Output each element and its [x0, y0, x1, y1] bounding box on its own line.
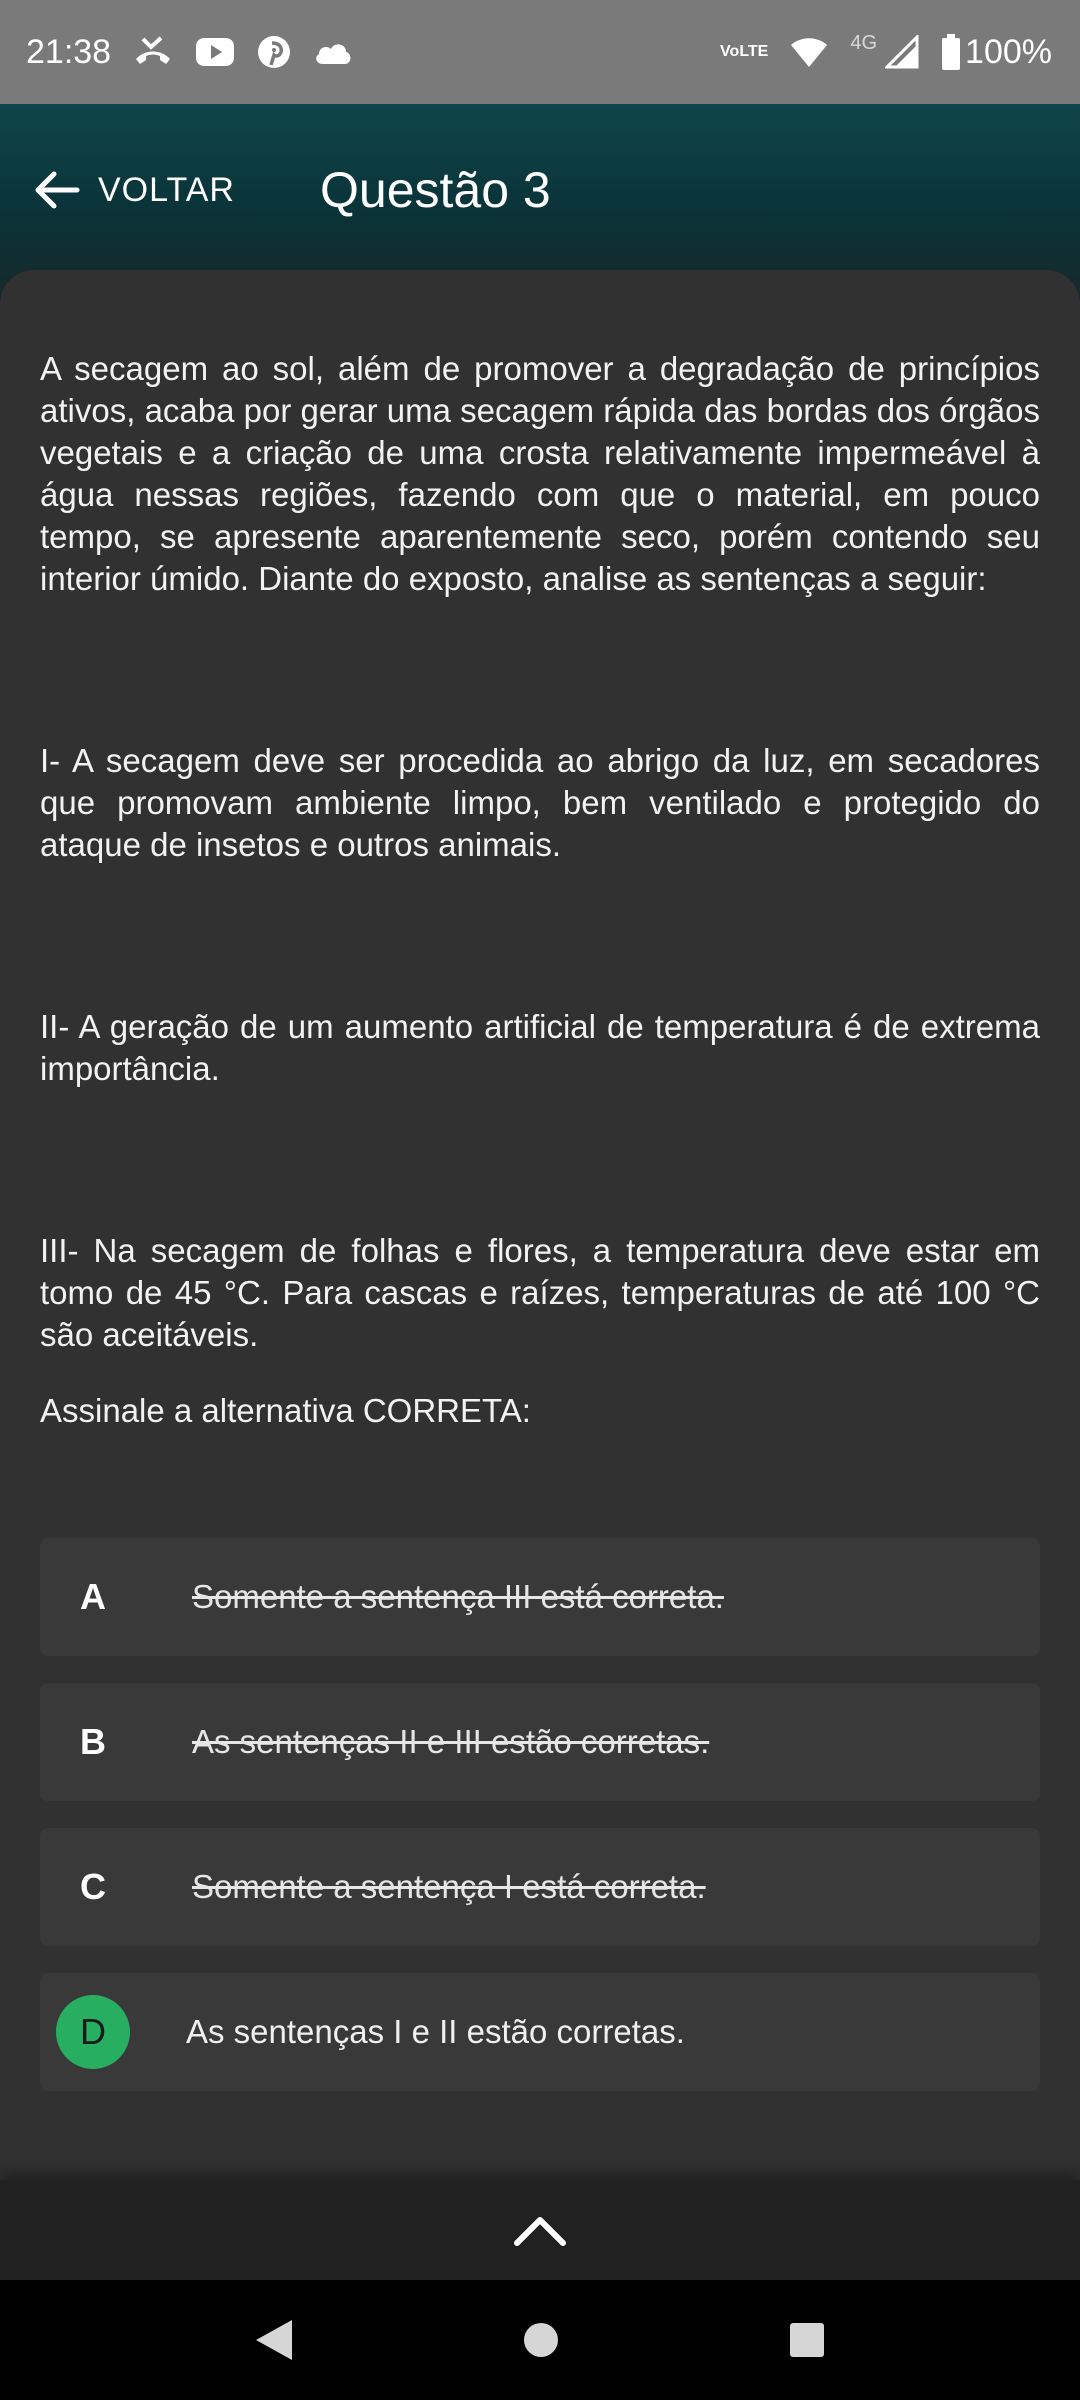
system-nav-bar [0, 2280, 1080, 2400]
network-type-label: 4G [850, 31, 878, 54]
option-a[interactable] [40, 1538, 1040, 1656]
option-d[interactable] [40, 1973, 1040, 2091]
status-left [26, 33, 353, 72]
option-text: As sentenças II e III estão corretas. [192, 1723, 710, 1760]
battery-icon [941, 34, 961, 70]
youtube-icon [195, 37, 235, 67]
sentence-1: I- A secagem deve ser procedida ao abrigo da luz, em secadores que promovam ambiente limpo, bem ventilado e protegido do ataque de insetos e outros animais. [40, 742, 1040, 863]
volte-top-label: Vo [720, 43, 740, 60]
page-title: Questão 3 [320, 162, 551, 218]
nav-back-icon[interactable] [254, 2318, 294, 2362]
battery-percent: 100% [965, 32, 1052, 71]
volte-bottom-label: LTE [739, 43, 769, 60]
chevron-up-icon[interactable] [513, 2213, 567, 2247]
option-text: Somente a sentença I está correta. [192, 1868, 706, 1905]
missed-call-icon [133, 35, 173, 69]
option-letter: B [80, 1721, 106, 1762]
status-bar [0, 0, 1080, 104]
cloud-icon [313, 38, 353, 66]
option-text: As sentenças I e II estão corretas. [186, 2013, 685, 2050]
back-label: VOLTAR [98, 170, 235, 209]
option-b[interactable] [40, 1683, 1040, 1801]
nav-home-icon[interactable] [522, 2321, 560, 2359]
arrow-left-icon [34, 170, 80, 210]
status-right [720, 33, 1052, 72]
signal-icon [885, 35, 919, 69]
status-time: 21:38 [26, 32, 112, 71]
volte-icon [720, 44, 768, 60]
question-body [40, 348, 1040, 1432]
question-card [0, 270, 1080, 2180]
pinterest-icon [257, 35, 291, 69]
sentence-2: II- A geração de um aumento artificial de temperatura é de extrema importância. [40, 1008, 1040, 1087]
wifi-icon [790, 36, 828, 68]
option-letter: C [80, 1866, 106, 1907]
sentence-3: III- Na secagem de folhas e flores, a temperatura deve estar em tomo de 45 °C. Para cascas e raízes, temperaturas de até 100 °C são aceitáveis. [40, 1232, 1040, 1353]
bottom-bar [0, 2180, 1080, 2280]
nav-recents-icon[interactable] [788, 2321, 826, 2359]
question-intro: A secagem ao sol, além de promover a degradação de princípios ativos, acaba por gerar uma secagem rápida das bordas dos órgãos vegetais e a criação de uma crosta relativamente impermeável à água nessas regiões, fazendo com que o material, em pouco tempo, se apresente aparentemente seco, porém contendo seu interior úmido. Diante do exposto, analise as sentenças a seguir: [40, 350, 1040, 597]
option-letter-selected: D [56, 1995, 130, 2069]
question-prompt: Assinale a alternativa CORRETA: [40, 1392, 531, 1429]
back-button[interactable] [34, 148, 235, 232]
option-c[interactable] [40, 1828, 1040, 1946]
option-letter: A [80, 1576, 106, 1617]
option-text: Somente a sentença III está correta. [192, 1578, 724, 1615]
